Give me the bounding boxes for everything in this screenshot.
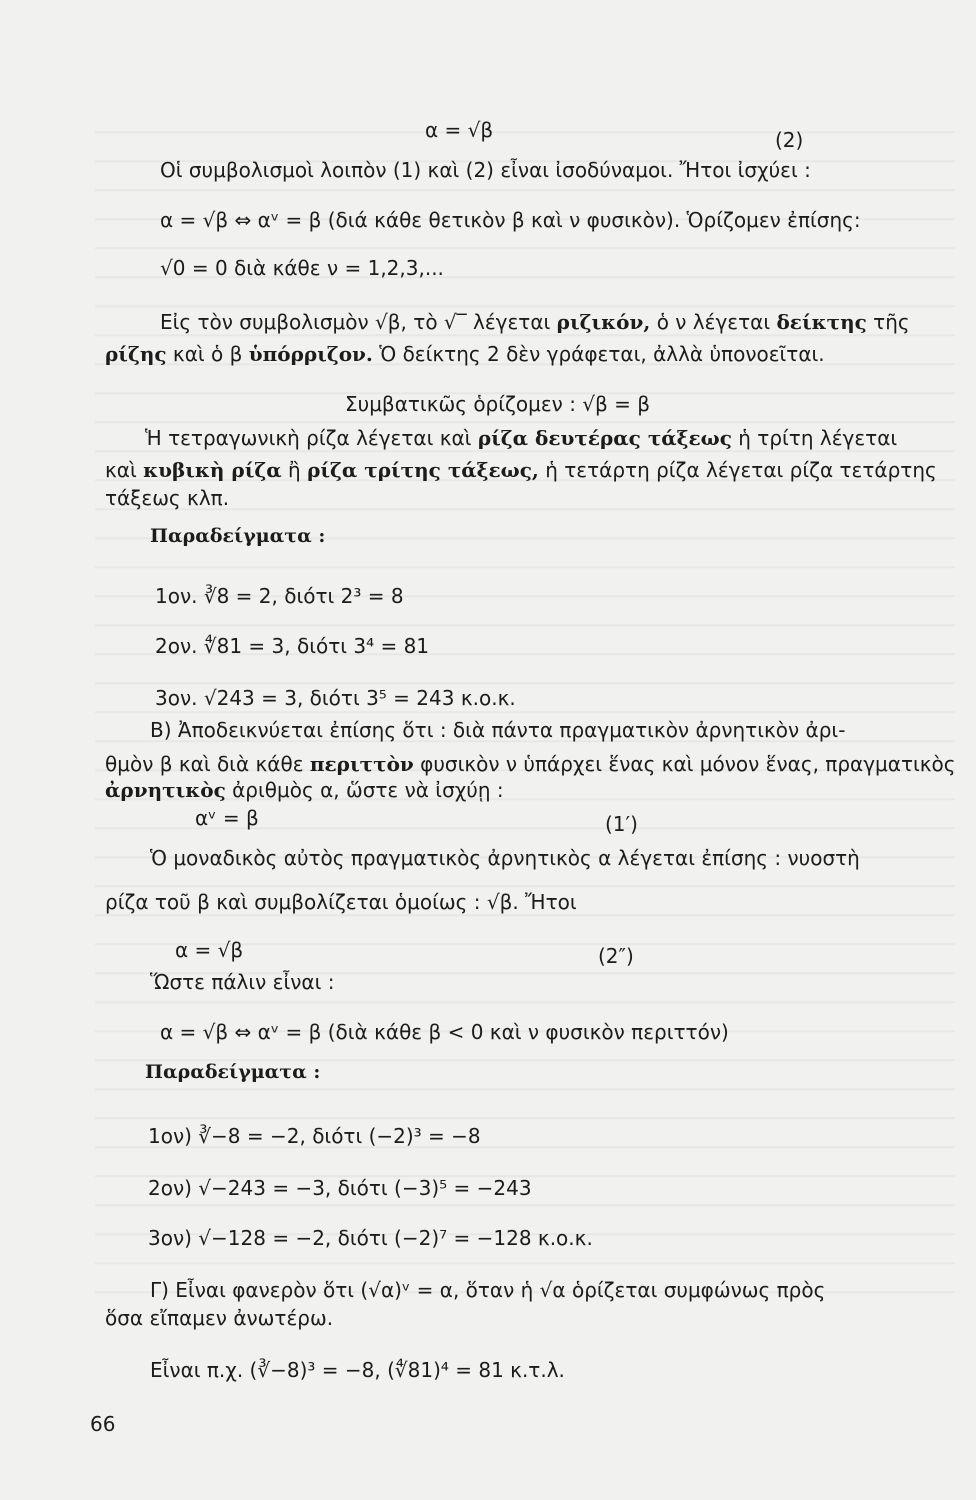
formula-line-power: αᵛ = β: [195, 806, 259, 830]
equation-number-2: (2): [775, 128, 804, 152]
equation-number-2dprime: (2″): [598, 944, 634, 968]
term-radical: ριζικόν,: [556, 310, 651, 334]
formula-line-negative: α = √β ⇔ αᵛ = β (διὰ κάθε β < 0 καὶ ν φυσικὸν περιττόν): [160, 1020, 729, 1044]
example-2-third: 3ον) √−128 = −2, διότι (−2)⁷ = −128 κ.ο.κ.: [148, 1226, 593, 1250]
text-line-cube-root: καὶ κυβικὴ ρίζα ἢ ρίζα τρίτης τάξεως, ἡ τετάρτη ρίζα λέγεται ρίζα τετάρτης: [105, 458, 937, 482]
formula-line-examples: Εἶναι π.χ. (∛−8)³ = −8, (∜81)⁴ = 81 κ.τ.λ.: [150, 1358, 565, 1382]
heading-examples-2: Παραδείγματα :: [145, 1061, 321, 1083]
text-line-part-c: Γ) Εἶναι φανερὸν ὅτι (√α)ᵛ = α, ὅταν ἡ √α ὁρίζεται συμφώνως πρὸς: [150, 1278, 826, 1302]
text-line: ὅσα εἴπαμεν ἀνωτέρω.: [105, 1306, 334, 1330]
text-line-radicand: ρίζης καὶ ὁ β ὑπόρριζον. Ὁ δείκτης 2 δὲν γράφεται, ἀλλὰ ὑπονοεῖται.: [105, 342, 825, 366]
text-line: τάξεως κλπ.: [105, 486, 230, 510]
example-2-second: 2ον) √−243 = −3, διότι (−3)⁵ = −243: [148, 1176, 532, 1200]
text-line: Ὁ μοναδικὸς αὐτὸς πραγματικὸς ἀρνητικὸς α λέγεται ἐπίσης : νυοστὴ: [150, 846, 860, 870]
term-radicand: ὑπόρριζον.: [248, 342, 373, 366]
example-1-third: 3ον. √243 = 3, διότι 3⁵ = 243 κ.ο.κ.: [155, 686, 516, 710]
formula-line-conventional: Συμβατικῶς ὁρίζομεν : √β = β: [345, 392, 651, 416]
formula-line-1: α = √β: [425, 118, 494, 142]
text-line-square-root: Ἡ τετραγωνικὴ ρίζα λέγεται καὶ ρίζα δευτέρας τάξεως ἡ τρίτη λέγεται: [145, 426, 898, 450]
text-line-definitions: Εἰς τὸν συμβολισμὸν √β, τὸ √‾ λέγεται ριζικόν, ὁ ν λέγεται δείκτης τῆς: [160, 310, 910, 334]
equation-number-1prime: (1′): [605, 812, 638, 836]
term-index: δείκτης: [776, 310, 867, 334]
example-2-first: 1ον) ∛−8 = −2, διότι (−2)³ = −8: [148, 1124, 481, 1148]
text-line: ρίζα τοῦ β καὶ συμβολίζεται ὁμοίως : √β. Ἤτοι: [105, 890, 577, 914]
formula-line-2: α = √β: [175, 938, 244, 962]
example-1-first: 1ον. ∛8 = 2, διότι 2³ = 8: [155, 584, 404, 608]
heading-examples-1: Παραδείγματα :: [150, 525, 326, 547]
text-line: ἀρνητικὸς ἀριθμὸς α, ὥστε νὰ ἰσχύῃ :: [105, 778, 504, 802]
text-line: Ὥστε πάλιν εἶναι :: [150, 970, 335, 994]
example-1-second: 2ον. ∜81 = 3, διότι 3⁴ = 81: [155, 634, 430, 658]
formula-line-equivalence: α = √β ⇔ αᵛ = β (διά κάθε θετικὸν β καὶ ν φυσικὸν). Ὁρίζομεν ἐπίσης:: [160, 208, 861, 232]
text-line: θμὸν β καὶ διὰ κάθε περιττὸν φυσικὸν ν ὑπάρχει ἕνας καὶ μόνον ἕνας, πραγματικὸς: [105, 752, 956, 776]
page-number: 66: [90, 1412, 116, 1436]
text-line: Οἱ συμβολισμοὶ λοιπὸν (1) καὶ (2) εἶναι ἰσοδύναμοι. Ἤτοι ἰσχύει :: [160, 158, 811, 182]
text-line-part-b: Β) Ἀποδεικνύεται ἐπίσης ὅτι : διὰ πάντα πραγματικὸν ἀρνητικὸν ἀρι-: [150, 718, 846, 742]
formula-line-zero-root: √0 = 0 διὰ κάθε ν = 1,2,3,...: [160, 256, 444, 280]
